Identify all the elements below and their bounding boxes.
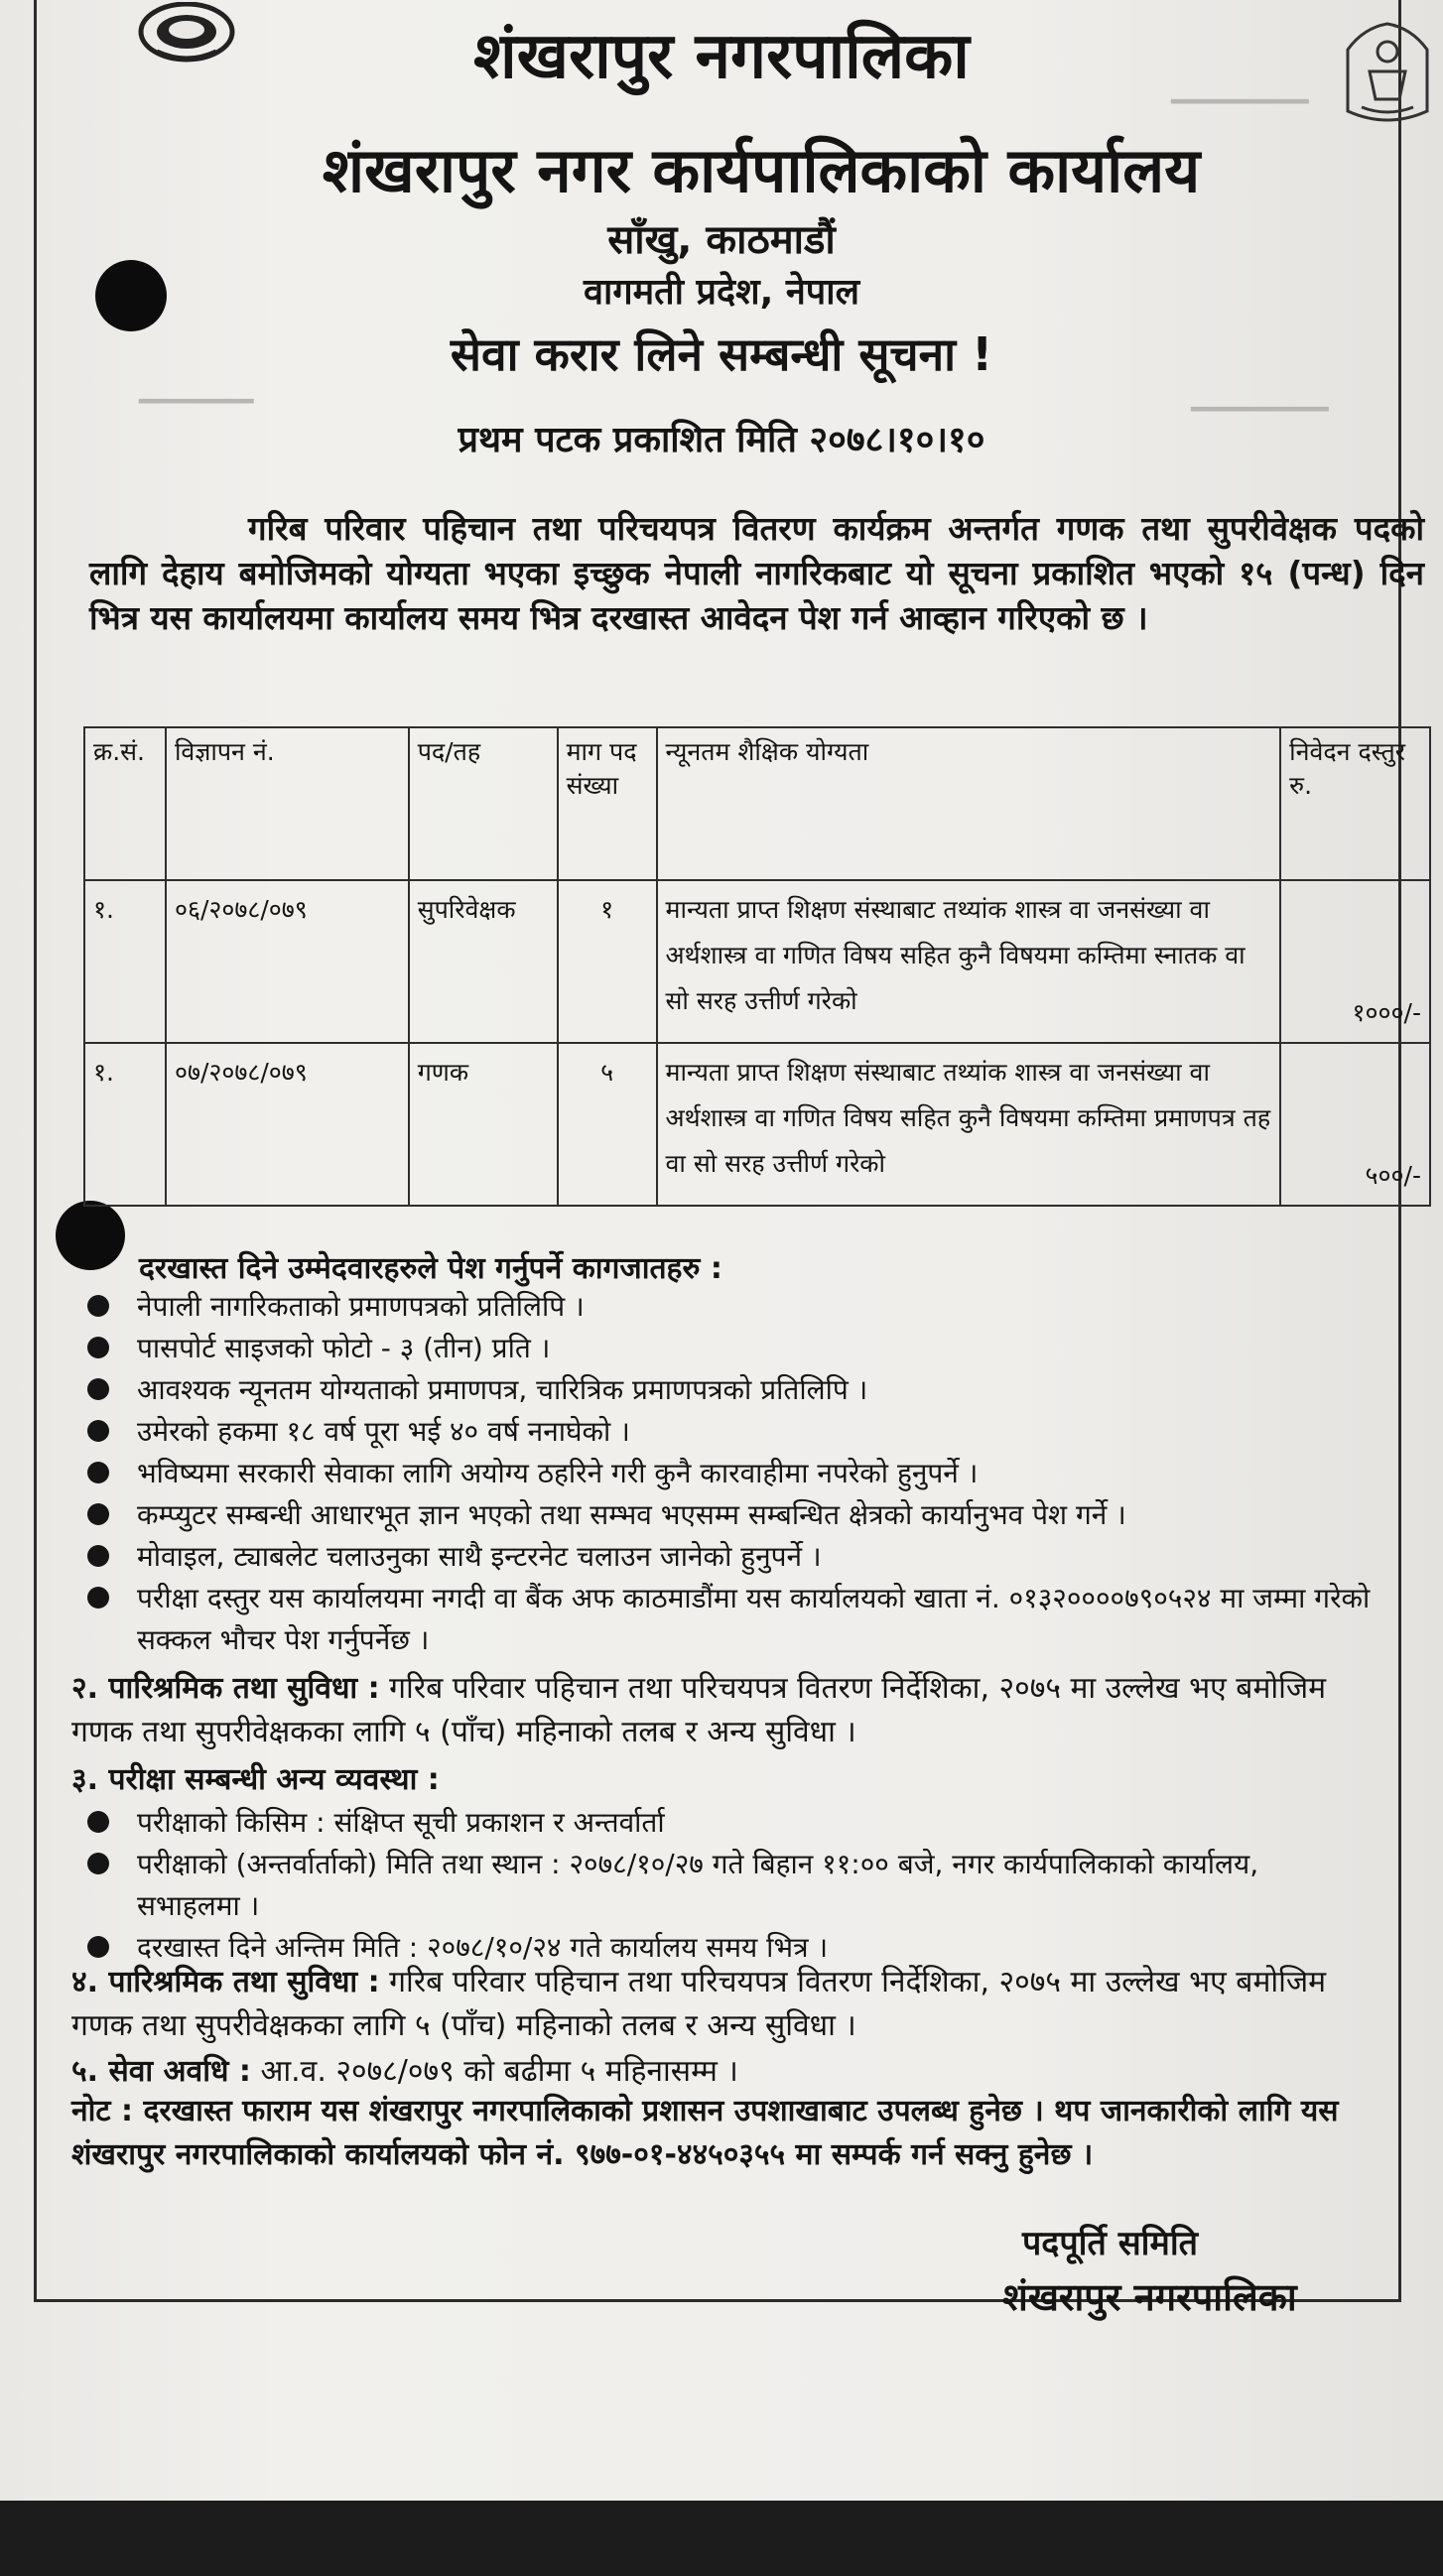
publish-date: प्रथम पटक प्रकाशित मिति २०७८।१०।१० — [458, 420, 985, 460]
col-post-count: माग पद संख्या — [558, 727, 657, 880]
cell-fee: १०००/- — [1280, 880, 1430, 1043]
bullet-icon — [87, 1545, 109, 1567]
cell-fee: ५००/- — [1280, 1043, 1430, 1206]
table-row — [84, 1043, 1430, 1206]
bleed-through-text: ▁▁▁▁▁▁ — [1191, 377, 1329, 412]
intro-paragraph: गरिब परिवार पहिचान तथा परिचयपत्र वितरण कार्यक्रम अन्तर्गत गणक तथा सुपरीवेक्षक पदको लागि देहाय बमोजिमको योग्यता भएका इच्छुक नेपाली नागरिकबाट यो सूचना प्रकाशित भएको १५ (पन्ध) दिन भित्र यस कार्यालयमा कार्यालय समय भित्र दरखास्त आवेदन पेश गर्न आव्हान गरिएको छ । — [89, 509, 1424, 637]
list-item: परीक्षाको किसिम : संक्षिप्त सूची प्रकाशन र अन्तर्वार्ता — [79, 1802, 1370, 1844]
col-fee: निवेदन दस्तुर रु. — [1280, 727, 1430, 880]
list-item: परीक्षा दस्तुर यस कार्यालयमा नगदी वा बैंक अफ काठमाडौंमा यस कार्यालयको खाता नं. ०१३२००००७९०५२४ मा जम्मा गरेको सक्कल भौचर पेश गर्नुपर्नेछ । — [79, 1578, 1409, 1661]
list-item: नेपाली नागरिकताको प्रमाणपत्रको प्रतिलिपि । — [79, 1286, 1409, 1328]
list-item: कम्प्युटर सम्बन्धी आधारभूत ज्ञान भएको तथा सम्भव भएसम्म सम्बन्धित क्षेत्रको कार्यानुभव पेश गर्ने । — [79, 1494, 1409, 1536]
cell-serial: १. — [84, 880, 166, 1043]
section-text: आ.व. २०७८/०७९ को बढीमा ५ महिनासम्म । — [260, 2054, 738, 2089]
bullet-icon — [87, 1337, 109, 1358]
bullet-icon — [87, 1503, 109, 1525]
col-advert-no: विज्ञापन नं. — [166, 727, 409, 880]
section-label: ५. सेवा अवधि : — [71, 2054, 251, 2089]
section-text: गरिब परिवार पहिचान तथा परिचयपत्र वितरण निर्देशिका, २०७५ मा उल्लेख भए बमोजिम गणक तथा सुपरीवेक्षकका लागि ५ (पाँच) महिनाको तलब र अन्य सुविधा । — [71, 1965, 1327, 2043]
note-paragraph — [71, 2090, 1381, 2177]
cell-advert-no: ०७/२०७८/०७९ — [166, 1043, 409, 1206]
table-row — [84, 880, 1430, 1043]
municipality-name: शंखरापुर नगरपालिका — [473, 20, 970, 93]
cell-qualification: मान्यता प्राप्त शिक्षण संस्थाबाट तथ्यांक शास्त्र वा जनसंख्या वा अर्थशास्त्र वा गणित विषय सहित कुनै विषयमा कम्तिमा स्नातक वा सो सरह उत्तीर्ण गरेको — [657, 880, 1281, 1043]
section-text: गरिब परिवार पहिचान तथा परिचयपत्र वितरण निर्देशिका, २०७५ मा उल्लेख भए बमोजिम गणक तथा सुपरीवेक्षकका लागि ५ (पाँच) महिनाको तलब र अन्य सुविधा । — [71, 1671, 1327, 1749]
bullet-icon — [87, 1587, 109, 1609]
list-item: आवश्यक न्यूनतम योग्यताको प्रमाणपत्र, चारित्रिक प्रमाणपत्रको प्रतिलिपि । — [79, 1369, 1409, 1411]
list-item: उमेरको हकमा १८ वर्ष पूरा भई ४० वर्ष ननाघेको । — [79, 1411, 1409, 1453]
cell-advert-no: ०६/२०७८/०७९ — [166, 880, 409, 1043]
bleed-through-text: ▁▁▁▁▁▁ — [1171, 69, 1309, 104]
section-label: २. पारिश्रमिक तथा सुविधा : — [71, 1671, 380, 1706]
requirements-title: दरखास्त दिने उम्मेदवारहरुले पेश गर्नुपर्ने कागजातहरु : — [139, 1251, 722, 1286]
col-serial: क्र.सं. — [84, 727, 166, 880]
note-label: नोट : — [71, 2094, 133, 2128]
cell-post-count: ५ — [558, 1043, 657, 1206]
bullet-icon — [87, 1462, 109, 1483]
list-item: पासपोर्ट साइजको फोटो - ३ (तीन) प्रति । — [79, 1328, 1409, 1369]
signature-committee: पदपूर्ति समिति — [1022, 2224, 1199, 2263]
notice-title: सेवा करार लिने सम्बन्धी सूचना ! — [450, 327, 993, 381]
section-exam-label: ३. परीक्षा सम्बन्धी अन्य व्यवस्था : — [71, 1762, 440, 1797]
cell-post-count: १ — [558, 880, 657, 1043]
office-address: साँखु, काठमाडौं — [607, 217, 836, 263]
exam-arrangements-list — [79, 1802, 1370, 1969]
list-item: दरखास्त दिने अन्तिम मिति : २०७८/१०/२४ गते कार्यालय समय भित्र । — [79, 1927, 1370, 1969]
table-header-row — [84, 727, 1430, 880]
vacancy-table — [83, 726, 1431, 1207]
section-remuneration — [71, 1667, 1362, 1754]
bullet-icon — [87, 1811, 109, 1833]
list-item: परीक्षाको (अन्तर्वार्ताको) मिति तथा स्थान : २०७८/१०/२७ गते बिहान ११:०० बजे, नगर कार्यपालिकाको कार्यालय, सभाहलमा । — [79, 1844, 1370, 1927]
bleed-through-text: ▁▁▁▁▁ — [139, 369, 254, 404]
requirements-list — [79, 1286, 1409, 1661]
note-text: दरखास्त फाराम यस शंखरापुर नगरपालिकाको प्रशासन उपशाखाबाट उपलब्ध हुनेछ । थप जानकारीको लागि यस शंखरापुर नगरपालिकाको कार्यालयको फोन नं. ९७७-०१-४४५०३५५ मा सम्पर्क गर्न सक्नु हुनेछ । — [71, 2094, 1339, 2172]
cell-post: गणक — [409, 1043, 558, 1206]
section-service-period — [71, 2050, 1362, 2094]
bullet-icon — [87, 1853, 109, 1874]
list-item: मोवाइल, ट्याबलेट चलाउनुका साथै इन्टरनेट चलाउन जानेको हुनुपर्ने । — [79, 1536, 1409, 1578]
office-name: शंखरापुर नगर कार्यपालिकाको कार्यालय — [322, 134, 1201, 206]
signature-municipality: शंखरापुर नगरपालिका — [1002, 2275, 1297, 2319]
bullet-icon — [87, 1378, 109, 1400]
bullet-icon — [87, 1936, 109, 1958]
punch-hole — [56, 1201, 125, 1270]
cell-post: सुपरिवेक्षक — [409, 880, 558, 1043]
cell-serial: १. — [84, 1043, 166, 1206]
office-province: वागमती प्रदेश, नेपाल — [584, 272, 859, 313]
section-benefits — [71, 1961, 1362, 2048]
section-label: ४. पारिश्रमिक तथा सुविधा : — [71, 1965, 380, 1999]
list-item: भविष्यमा सरकारी सेवाका लागि अयोग्य ठहरिने गरी कुनै कारवाहीमा नपरेको हुनुपर्ने । — [79, 1453, 1409, 1494]
col-post: पद/तह — [409, 727, 558, 880]
bullet-icon — [87, 1420, 109, 1442]
scan-edge — [0, 2501, 1443, 2576]
cell-qualification: मान्यता प्राप्त शिक्षण संस्थाबाट तथ्यांक शास्त्र वा जनसंख्या वा अर्थशास्त्र वा गणित विषय सहित कुनै विषयमा कम्तिमा प्रमाणपत्र तह वा सो सरह उत्तीर्ण गरेको — [657, 1043, 1281, 1206]
bullet-icon — [87, 1295, 109, 1317]
col-qualification: न्यूनतम शैक्षिक योग्यता — [657, 727, 1281, 880]
